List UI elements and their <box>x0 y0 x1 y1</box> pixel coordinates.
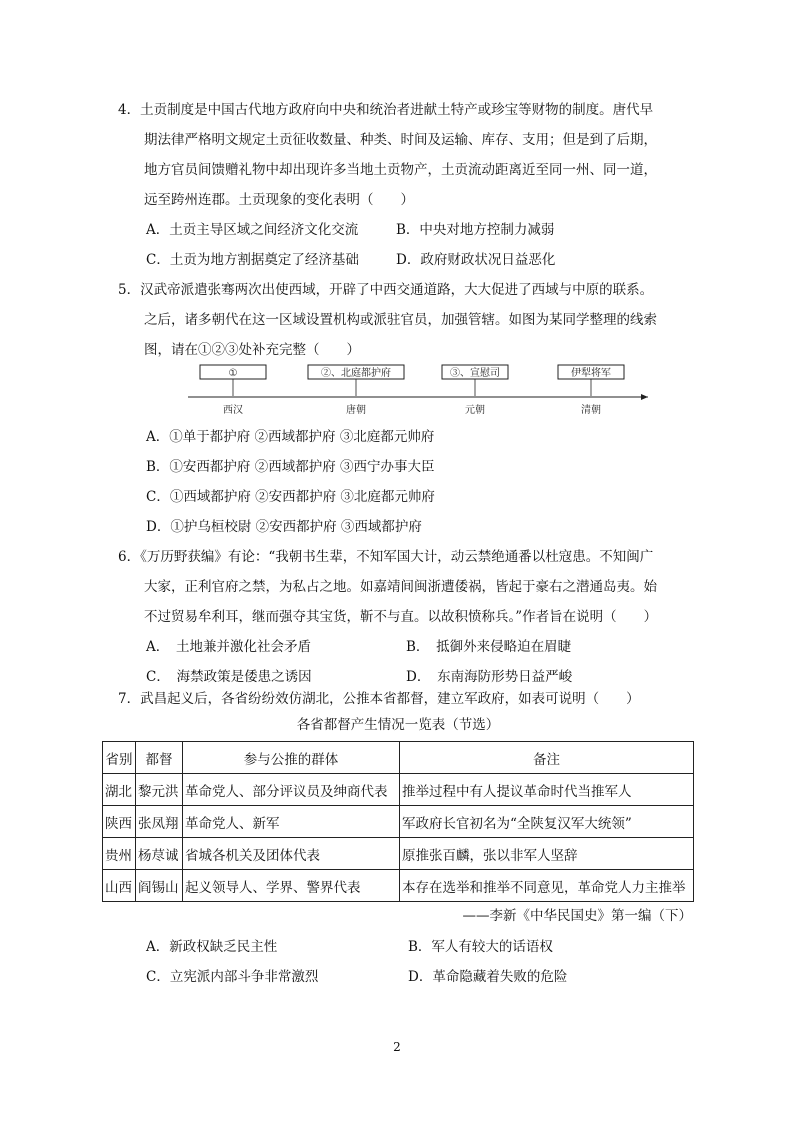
q7-option-d[interactable]: D．革命隐藏着失败的危险 <box>408 969 568 985</box>
cell-groups: 省城各机关及团体代表 <box>183 838 400 870</box>
table-row <box>103 774 694 806</box>
q7-option-b[interactable]: B．军人有较大的话语权 <box>408 939 553 955</box>
q7-source-citation: ——李新《中华民国史》第一编（下） <box>462 908 692 924</box>
q4-option-d[interactable]: D．政府财政状况日益恶化 <box>396 252 556 268</box>
q5-option-a[interactable]: A．①单于都护府 ②西域都护府 ③北庭都元帅府 <box>146 429 435 445</box>
cell-province: 贵州 <box>103 838 136 870</box>
q6-stem-line-1: 6．《万历野获编》有论：“我朝书生辈，不知军国大计，动云禁绝通番以杜寇患。不知闽广 <box>118 549 654 565</box>
header-remarks: 备注 <box>400 742 694 774</box>
timeline-era-2: 唐朝 <box>346 405 366 416</box>
cell-province: 湖北 <box>103 774 136 806</box>
timeline-box-2-label: ②、北庭都护府 <box>321 368 391 379</box>
question-5 <box>118 275 692 365</box>
q4-options-row-1 <box>118 215 692 245</box>
header-province: 省别 <box>103 742 136 774</box>
q4-stem-line-3: 地方官员间馈赠礼物中却出现许多当地土贡物产，土贡流动距离近至同一州、同一道， <box>144 162 657 178</box>
cell-governor: 黎元洪 <box>136 774 183 806</box>
q4-options-row-2 <box>118 245 692 275</box>
q5-timeline-diagram <box>186 360 656 420</box>
timeline-era-3: 元朝 <box>465 405 485 416</box>
q4-option-b[interactable]: B．中央对地方控制力减弱 <box>396 222 555 238</box>
q7-table-caption: 各省都督产生情况一览表（节选） <box>296 717 500 733</box>
page-number: 2 <box>393 1040 401 1054</box>
q4-stem-line-2: 期法律严格明文规定土贡征收数量、种类、时间及运输、库存、支用；但是到了后期， <box>144 132 657 148</box>
cell-groups: 革命党人、部分评议员及绅商代表 <box>183 774 400 806</box>
q4-stem-line-1: 4．土贡制度是中国古代地方政府向中央和统治者进献土特产或珍宝等财物的制度。唐代早 <box>118 102 654 118</box>
table-row <box>103 806 694 838</box>
q5-stem-line-1: 5．汉武帝派遣张骞两次出使西域，开辟了中西交通道路，大大促进了西域与中原的联系。 <box>118 282 654 298</box>
cell-remarks: 军政府长官初名为“全陕复汉军大统领” <box>400 806 694 838</box>
timeline-box-1-label: ① <box>228 368 238 379</box>
timeline-arrow-icon <box>641 394 648 400</box>
cell-remarks: 原推张百麟，张以非军人坚辞 <box>400 838 694 870</box>
question-7 <box>118 684 692 714</box>
timeline-box-4-label: 伊犁将军 <box>571 368 611 379</box>
timeline-box-3-label: ③、宣慰司 <box>450 368 500 379</box>
q6-stem-line-3: 不过贸易牟利耳，继而强夺其宝货，靳不与直。以故积愤称兵。”作者旨在说明（ ） <box>144 609 658 625</box>
q7-options-row-1 <box>118 932 692 962</box>
q6-option-a[interactable]: A． 土地兼并激化社会矛盾 <box>146 639 311 655</box>
question-6 <box>118 542 692 692</box>
question-4 <box>118 95 692 275</box>
cell-governor: 杨荩诚 <box>136 838 183 870</box>
q7-options-row-2 <box>118 962 692 992</box>
cell-governor: 阎锡山 <box>136 870 183 902</box>
cell-province: 陕西 <box>103 806 136 838</box>
question-7-options <box>118 932 692 992</box>
header-governor: 都督 <box>136 742 183 774</box>
timeline-era-1: 西汉 <box>223 405 243 416</box>
q7-option-c[interactable]: C．立宪派内部斗争非常激烈 <box>146 969 319 985</box>
q6-stem-line-2: 大家，正利官府之禁，为私占之地。如嘉靖间闽浙遭倭祸，皆起于豪右之潜通岛夷。始 <box>144 579 657 595</box>
q5-option-b[interactable]: B．①安西都护府 ②西域都护府 ③西宁办事大臣 <box>146 459 435 475</box>
q6-option-b[interactable]: B． 抵御外来侵略迫在眉睫 <box>406 639 572 655</box>
q4-stem-line-4: 远至跨州连郡。土贡现象的变化表明（ ） <box>144 192 414 208</box>
q7-option-a[interactable]: A．新政权缺乏民主性 <box>146 939 278 955</box>
q7-governor-table <box>102 741 694 902</box>
cell-province: 山西 <box>103 870 136 902</box>
q4-option-c[interactable]: C．土贡为地方割据奠定了经济基础 <box>146 252 359 268</box>
cell-remarks: 本存在选举和推举不同意见，革命党人力主推举 <box>400 870 694 902</box>
cell-groups: 革命党人、新军 <box>183 806 400 838</box>
table-row <box>103 870 694 902</box>
table-header-row <box>103 742 694 774</box>
cell-remarks: 推举过程中有人提议革命时代当推军人 <box>400 774 694 806</box>
table-row <box>103 838 694 870</box>
q6-options-row-1 <box>118 632 692 662</box>
q5-stem-line-3: 图，请在①②③处补充完整（ ） <box>144 342 360 358</box>
timeline-era-4: 清朝 <box>581 405 601 416</box>
question-5-options <box>118 422 692 542</box>
q5-option-c[interactable]: C．①西域都护府 ②安西都护府 ③北庭都元帅府 <box>146 489 435 505</box>
q5-stem-line-2: 之后，诸多朝代在这一区域设置机构或派驻官员，加强管辖。如图为某同学整理的线索 <box>144 312 657 328</box>
cell-governor: 张凤翔 <box>136 806 183 838</box>
q4-option-a[interactable]: A．土贡主导区域之间经济文化交流 <box>146 222 359 238</box>
header-groups: 参与公推的群体 <box>183 742 400 774</box>
q7-stem: 7．武昌起义后，各省纷纷效仿湖北，公推本省都督，建立军政府，如表可说明（ ） <box>118 691 640 707</box>
q6-option-c[interactable]: C． 海禁政策是倭患之诱因 <box>146 669 312 685</box>
q5-option-d[interactable]: D．①护乌桓校尉 ②安西都护府 ③西域都护府 <box>146 519 422 535</box>
cell-groups: 起义领导人、学界、警界代表 <box>183 870 400 902</box>
q6-option-d[interactable]: D． 东南海防形势日益严峻 <box>406 669 573 685</box>
